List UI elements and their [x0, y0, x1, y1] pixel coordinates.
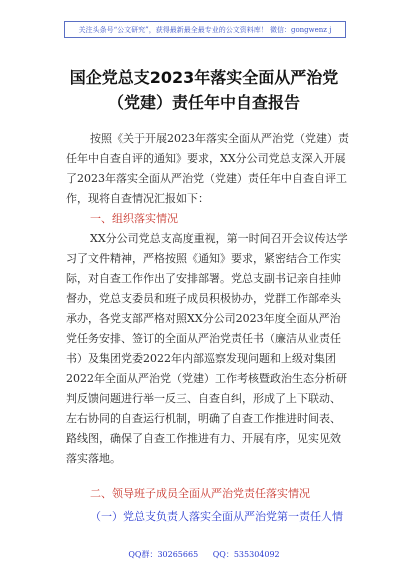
footer-qq-group: QQ群：30265665	[128, 550, 199, 559]
section-heading-2: 二、领导班子成员全面从严治党责任落实情况	[90, 487, 310, 500]
document-title-line-2: （党建）责任年中自查报告	[107, 93, 300, 112]
body-line: 2022年全面从严治党（党建）工作考核暨政治生态分析研	[66, 372, 347, 385]
body-line: 判反馈问题进行举一反三、自查自纠，形成了上下联动、	[66, 392, 341, 405]
body-line: 作，现将自查情况汇报如下：	[66, 192, 209, 205]
page-footer	[0, 549, 408, 560]
body-line: 党任务安排、签订的全面从严治党责任书（廉洁从业责任	[66, 332, 341, 345]
promo-banner-text: 关注头条号“公文研究”，获得最新最全最专业的公文资料库！ 微信：gongwenz j	[78, 25, 332, 34]
promo-banner	[64, 21, 346, 38]
body-line: 督办，党总支委员和班子成员积极协办，党群工作部牵头	[66, 292, 341, 305]
document-title-line-1: 国企党总支2023年落实全面从严治党	[69, 68, 339, 87]
body-line: 路线图，确保了自查工作推进有力、开展有序，见实见效	[66, 432, 341, 445]
body-line: 按照《关于开展2023年落实全面从严治党（党建）责	[90, 132, 349, 145]
body-line: 书）及集团党委2022年内部巡察发现问题和上级对集团	[66, 352, 336, 365]
section-heading-1: 一、组织落实情况	[90, 212, 178, 225]
body-line: 际，对自查工作作出了安排部署。党总支副书记亲自挂帅	[66, 272, 341, 285]
body-line: XX分公司党总支高度重视，第一时间召开会议传达学	[90, 232, 348, 245]
subsection-heading-1: （一）党总支负责人落实全面从严治党第一责任人情	[90, 510, 343, 523]
body-line: 落实落地。	[66, 452, 121, 465]
body-line: 左右协同的自查运行机制，明确了自查工作推进时间表、	[66, 412, 341, 425]
body-line: 习了文件精神，严格按照《通知》要求，紧密结合工作实	[66, 252, 341, 265]
body-line: 了2023年落实全面从严治党（党建）责任年中自查自评工	[66, 172, 347, 185]
body-line: 承办，各党支部严格对照XX分公司2023年度全面从严治	[66, 312, 341, 325]
body-line: 任年中自查自评的通知》要求，XX分公司党总支深入开展	[66, 152, 346, 165]
footer-qq: QQ：535304092	[212, 550, 280, 559]
